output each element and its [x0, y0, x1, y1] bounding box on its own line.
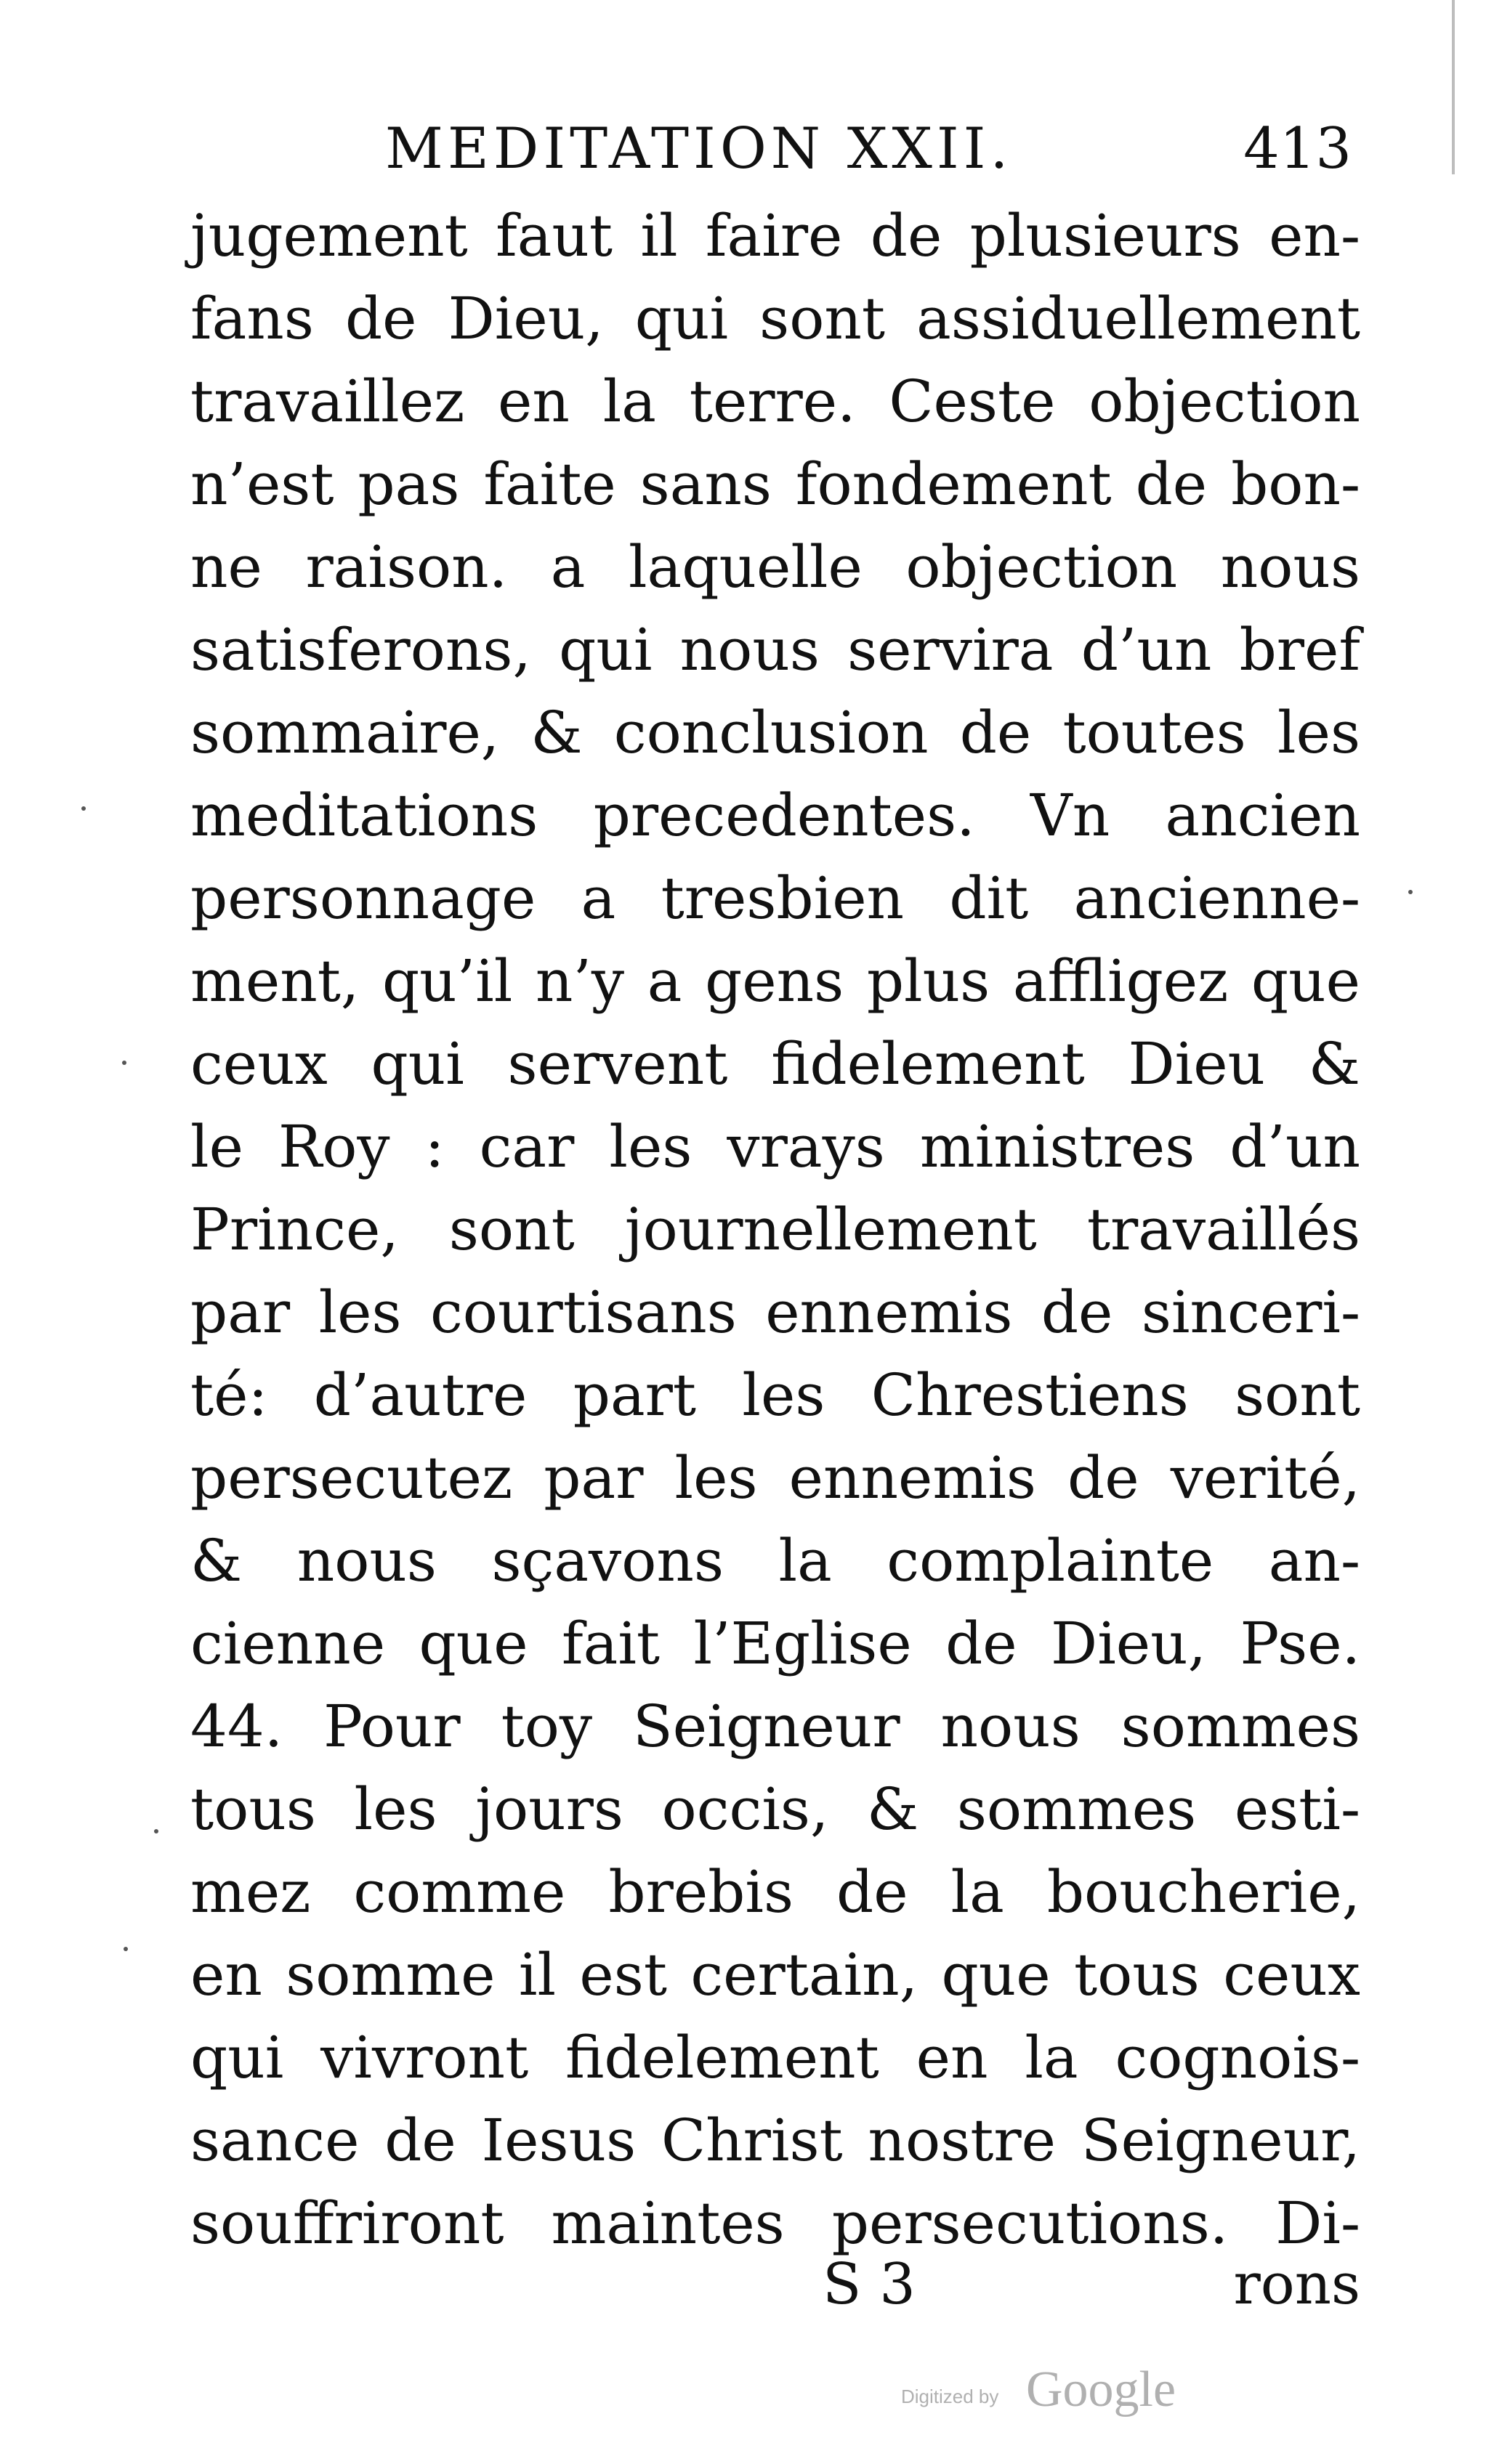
- text-line: & nous sçavons la complainte an-: [190, 1527, 1360, 1594]
- text-line: fans de Dieu, qui sont assiduellement: [190, 285, 1360, 352]
- text-line: qui vivront fidelement en la cognois-: [190, 2024, 1360, 2091]
- text-line: ceux qui servent fidelement Dieu &: [190, 1030, 1360, 1098]
- watermark-small-text: Digitized by: [901, 2386, 999, 2407]
- page-number: 413: [1243, 116, 1352, 182]
- text-line: 44. Pour toy Seigneur nous sommes: [190, 1693, 1360, 1760]
- page-edge-line: [1452, 0, 1455, 174]
- page-footer: [190, 2245, 1360, 2325]
- text-line: persecutez par les ennemis de verité,: [190, 1444, 1360, 1512]
- text-line: sommaire, & conclusion de toutes les: [190, 699, 1360, 766]
- watermark-logo-text: Google: [1026, 2362, 1176, 2418]
- text-line: jugement faut il faire de plusieurs en-: [190, 202, 1360, 270]
- text-line: meditations precedentes. Vn ancien: [190, 782, 1360, 849]
- text-line: té: d’autre part les Chrestiens sont: [190, 1361, 1360, 1429]
- text-line: n’est pas faite sans fondement de bon-: [190, 450, 1360, 518]
- text-line: le Roy : car les vrays ministres d’un: [190, 1113, 1360, 1180]
- running-head: MEDITATION XXII.: [385, 116, 1013, 182]
- text-line: cienne que fait l’Eglise de Dieu, Pse.: [190, 1610, 1360, 1677]
- text-line: par les courtisans ennemis de sinceri-: [190, 1278, 1360, 1346]
- digitization-watermark: [901, 2361, 1206, 2419]
- text-line: en somme il est certain, que tous ceux: [190, 1941, 1360, 2009]
- margin-speck: [124, 1947, 128, 1951]
- text-line: souffriront maintes persecutions. Di-: [190, 2189, 1360, 2257]
- text-line: personnage a tresbien dit ancienne-: [190, 864, 1360, 932]
- margin-speck: [81, 806, 86, 811]
- text-line: Prince, sont journellement travaillés: [190, 1196, 1360, 1263]
- text-line: mez comme brebis de la boucherie,: [190, 1858, 1360, 1926]
- text-line: satisferons, qui nous servira d’un bref: [190, 616, 1360, 684]
- text-line: ment, qu’il n’y a gens plus affligez que: [190, 947, 1360, 1015]
- text-line: sance de Iesus Christ nostre Seigneur,: [190, 2107, 1360, 2174]
- text-line: ne raison. a laquelle objection nous: [190, 533, 1360, 601]
- margin-speck: [154, 1829, 158, 1833]
- page-header: [385, 109, 1352, 189]
- signature-mark: S 3: [823, 2252, 916, 2317]
- margin-speck: [122, 1061, 126, 1065]
- text-line: tous les jours occis, & sommes esti-: [190, 1775, 1360, 1843]
- margin-speck: [1408, 890, 1413, 894]
- catchword: rons: [1233, 2252, 1360, 2317]
- text-line: travaillez en la terre. Ceste objection: [190, 368, 1360, 435]
- body-text: [190, 195, 1360, 2265]
